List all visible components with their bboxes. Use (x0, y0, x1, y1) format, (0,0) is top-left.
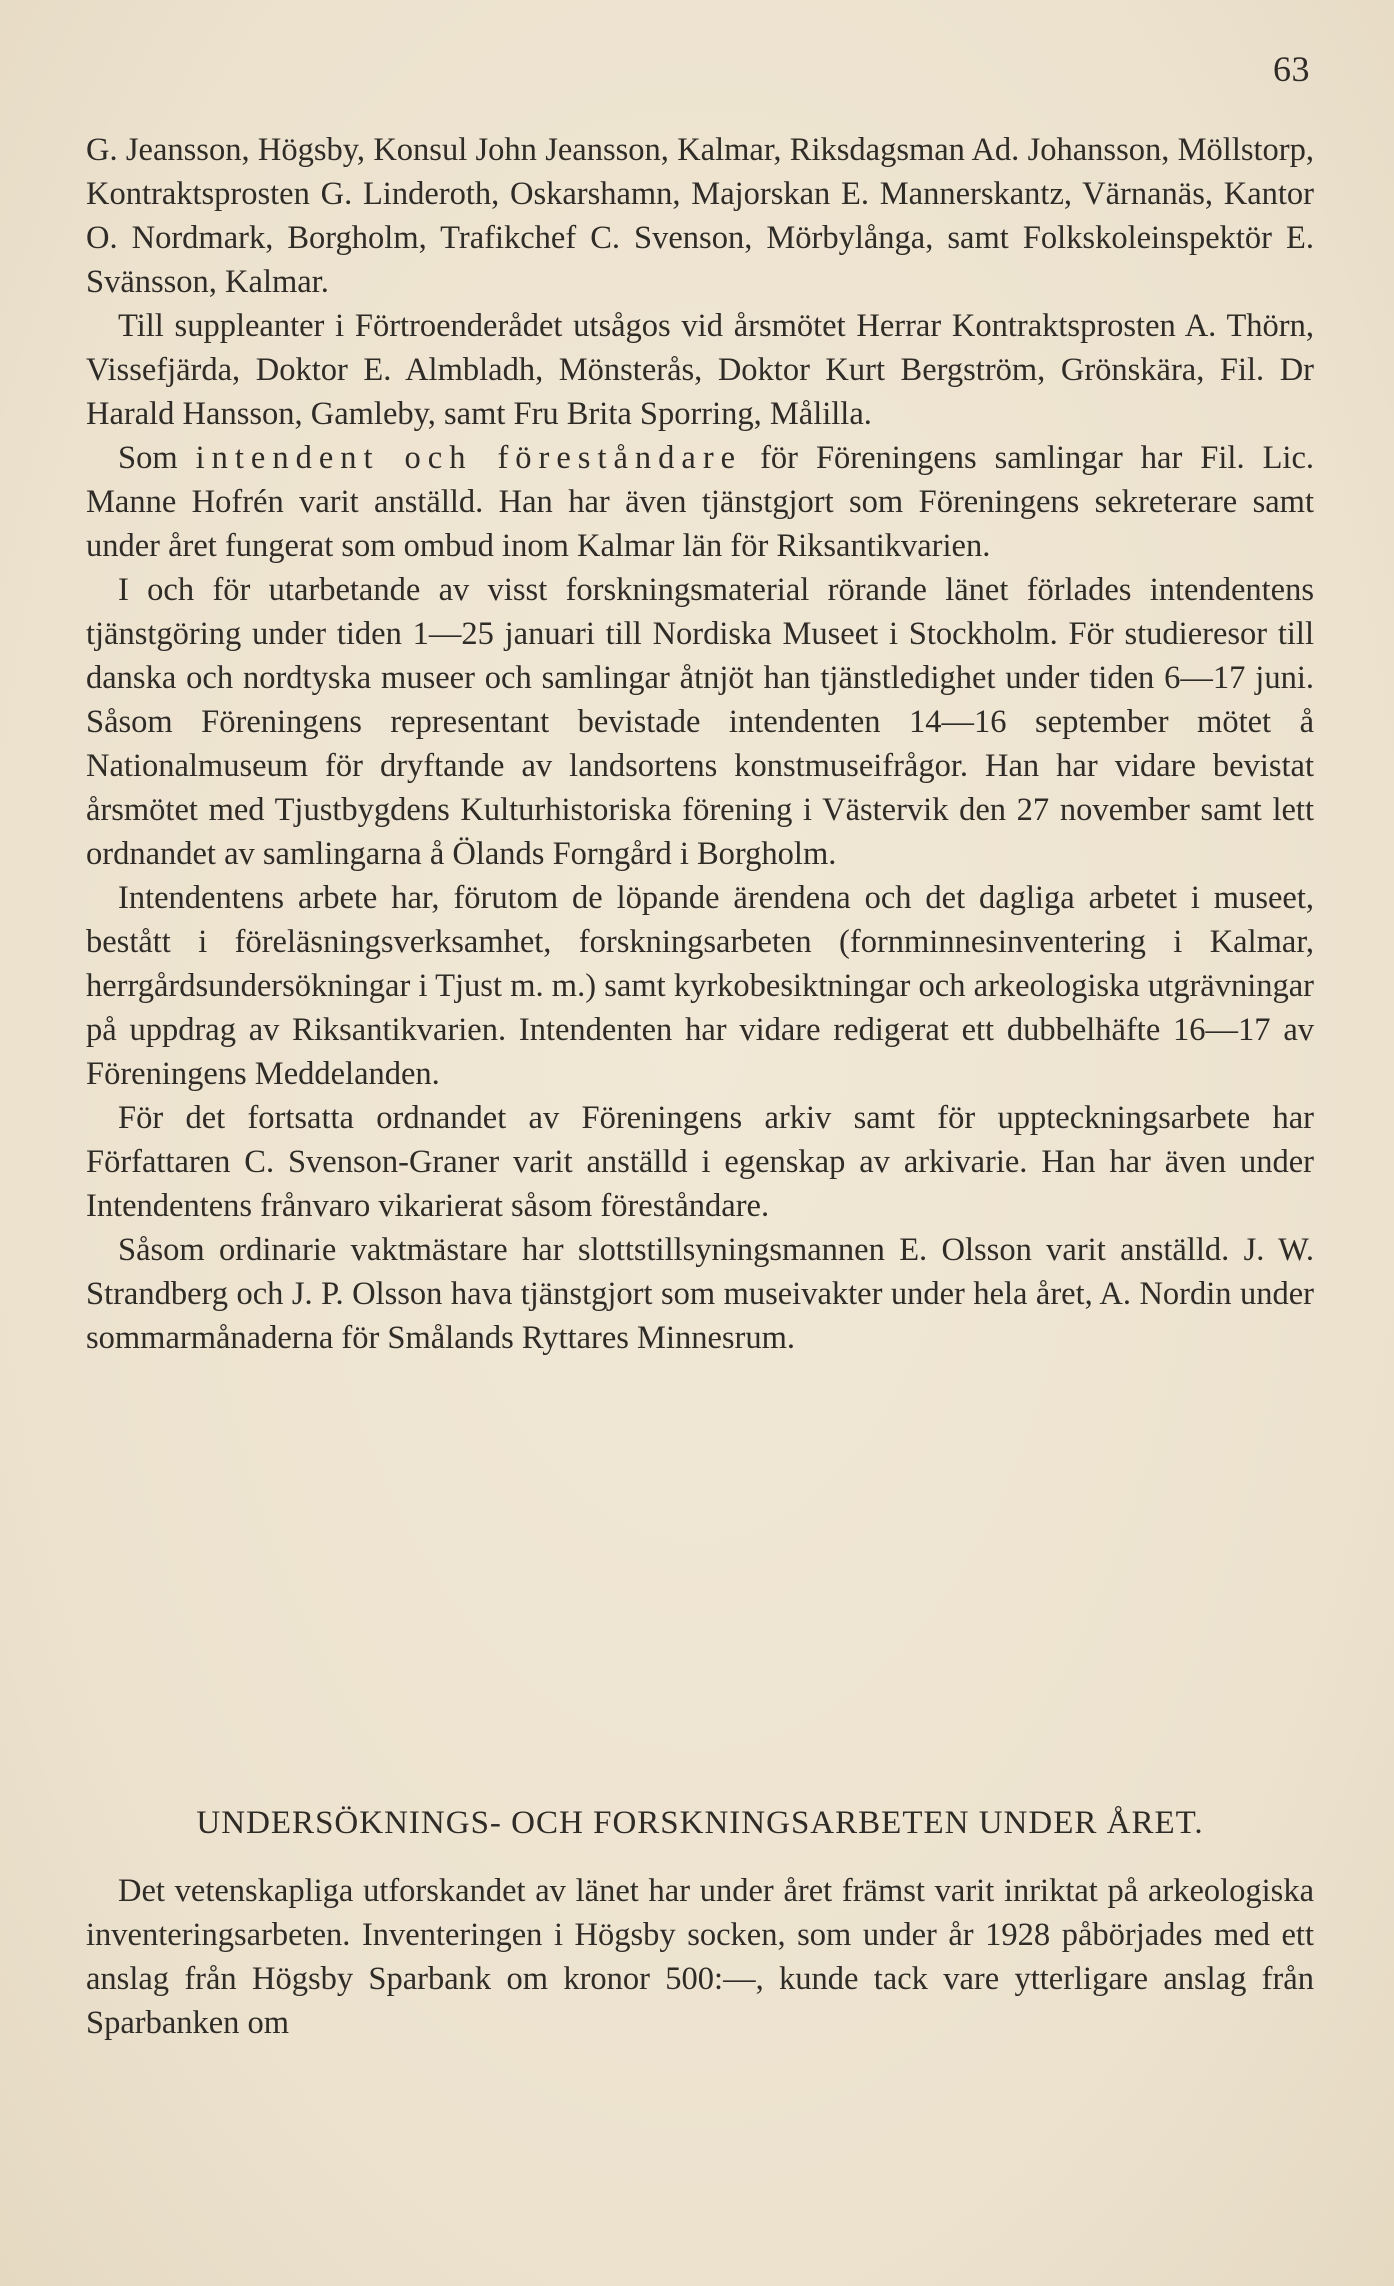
paragraph-staff: Såsom ordinarie vaktmästare har slottstillsyningsmannen E. Olsson varit anställd. J. W. Strandberg och J. P. Olsson hava tjänstgjort som museivakter under hela året, A. Nordin under sommarmånaderna för Smålands Ryttares Minnesrum. (86, 1232, 1314, 1356)
paragraph-intendent-work: Intendentens arbete har, förutom de löpande ärendena och det dagliga arbetet i museet, bestått i föreläsningsverksamhet, forskningsarbeten (fornminnesinventering i Kalmar, herrgårdsundersökningar i Tjust m. m.) samt kyrkobesiktningar och arkeologiska utgrävningar på uppdrag av Riksantikvarien. Intendenten har vidare redigerat ett dubbelhäfte 16—17 av Föreningens Meddelanden. (86, 880, 1314, 1092)
paragraph-intendent (86, 436, 1314, 568)
paragraph-board-members: G. Jeansson, Högsby, Konsul John Jeansson, Kalmar, Riksdagsman Ad. Johansson, Möllstorp, Kontraktsprosten G. Linderoth, Oskarshamn, Majorskan E. Mannerskantz, Värnanäs, Kantor O. Nordmark, Borgholm, Trafikchef C. Svenson, Mörbylånga, samt Folkskoleinspektör E. Svänsson, Kalmar. (86, 132, 1314, 300)
intendent-spaced-emphasis: intendent och föreståndare (195, 440, 743, 476)
intendent-rest-text: för Föreningens samlingar har Fil. Lic. Manne Hofrén varit anställd. Han har även tjänstgjort som Föreningens sekreterare samt under året fungerat som ombud inom Kalmar län för Riksantikvarien. (86, 440, 1314, 564)
body-text-upper (86, 128, 1314, 1360)
paragraph-research-service: I och för utarbetande av visst forskningsmaterial rörande länet förlades intendentens tjänstgöring under tiden 1—25 januari till Nordiska Museet i Stockholm. För studieresor till danska och nordtyska museer och samlingar åtnjöt han tjänstledighet under tiden 6—17 juni. Såsom Föreningens representant bevistade intendenten 14—16 september mötet å Nationalmuseum för dryftande av landsortens konstmuseifrågor. Han har vidare bevistat årsmötet med Tjustbygdens Kulturhistoriska förening i Västervik den 27 november samt lett ordnandet av samlingarna å Ölands Forngård i Borgholm. (86, 572, 1314, 872)
section-heading: UNDERSÖKNINGS- OCH FORSKNINGSARBETEN UNDER ÅRET. (196, 1805, 1204, 1841)
paragraph-archive: För det fortsatta ordnandet av Föreningens arkiv samt för uppteckningsarbete har Författaren C. Svenson-Graner varit anställd i egenskap av arkivarie. Han har även under Intendentens frånvaro vikarierat såsom föreståndare. (86, 1100, 1314, 1224)
paragraph-deputies: Till suppleanter i Förtroenderådet utsågos vid årsmötet Herrar Kontraktsprosten A. Thörn, Vissefjärda, Doktor E. Almbladh, Mönsterås, Doktor Kurt Bergström, Grönskära, Fil. Dr Harald Hansson, Gamleby, samt Fru Brita Sporring, Målilla. (86, 308, 1314, 432)
body-text-lower (86, 1869, 1314, 2045)
page-number: 63 (1273, 49, 1310, 89)
paragraph-inventory: Det vetenskapliga utforskandet av länet har under året främst varit inriktat på arkeologiska inventeringsarbeten. Inventeringen i Högsby socken, som under år 1928 påbörjades med ett anslag från Högsby Sparbank om kronor 500:—, kunde tack vare ytterligare anslag från Sparbanken om (86, 1873, 1314, 2041)
intendent-lead-text: Som (118, 440, 196, 476)
